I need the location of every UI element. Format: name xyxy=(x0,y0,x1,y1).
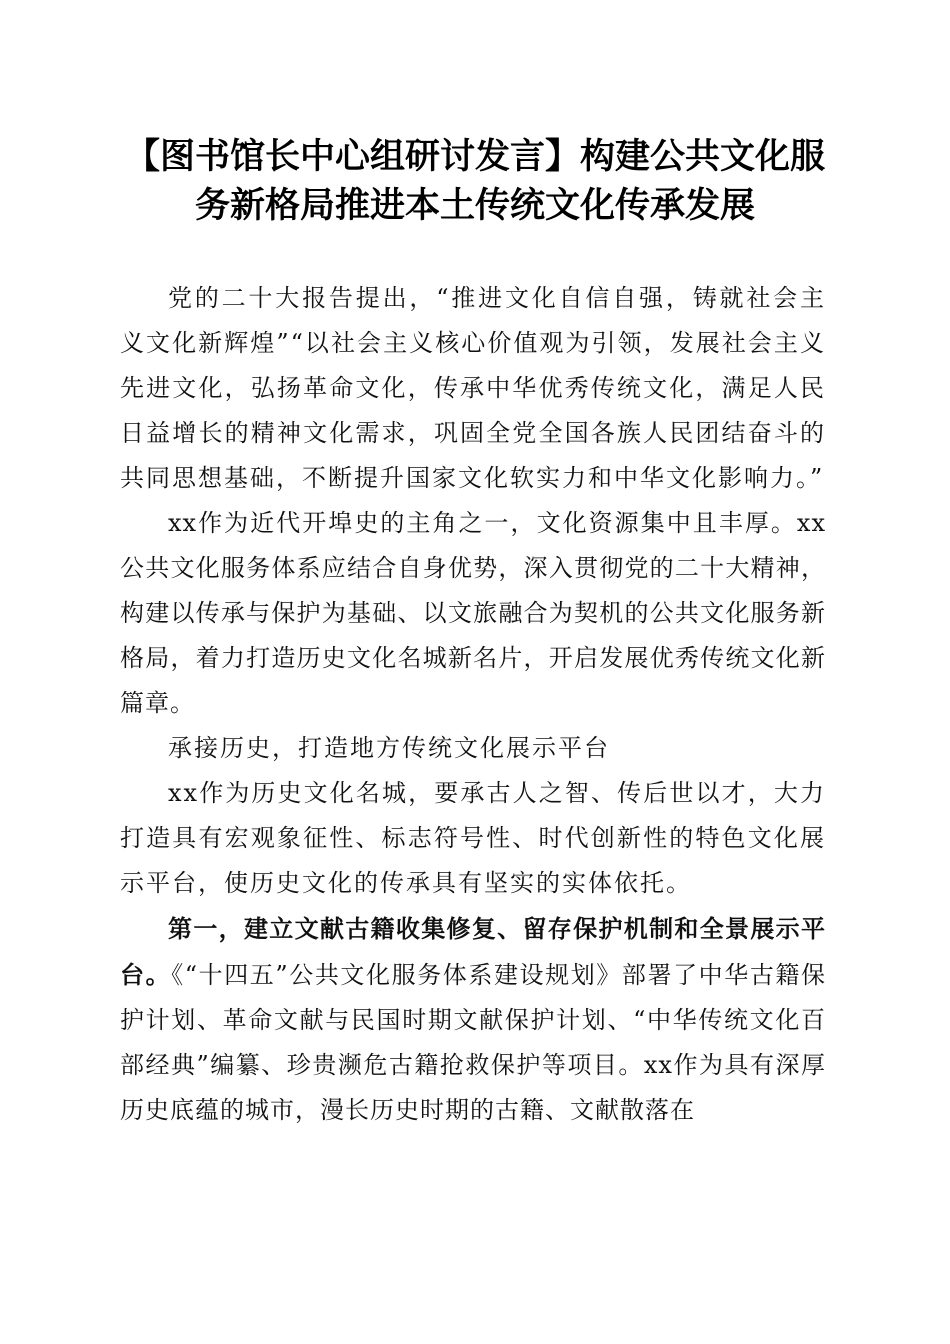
paragraph-section-intro: xx作为历史文化名城，要承古人之智、传后世以才，大力打造具有宏观象征性、标志符号性、时代创新性的特色文化展示平台，使历史文化的传承具有坚实的实体依托。 xyxy=(120,779,826,897)
paragraph-intro: 党的二十大报告提出，“推进文化自信自强，铸就社会主义文化新辉煌”“以社会主义核心价值观为引领，发展社会主义先进文化，弘扬革命文化，传承中华优秀传统文化，满足人民日益增长的精神文化需求，巩固全党全国各族人民团结奋斗的共同思想基础，不断提升国家文化软实力和中华文化影响力。” xyxy=(120,284,826,492)
document-body xyxy=(120,276,826,1133)
first-point-text: 《“十四五”公共文化服务体系建设规划》部署了中华古籍保护计划、革命文献与民国时期文献保护计划、“中华传统文化百部经典”编纂、珍贵濒危古籍抢救保护等项目。xx作为具有深厚历史底蕴的城市，漫长历史时期的古籍、文献散落在 xyxy=(120,961,827,1124)
document-title: 【图书馆长中心组研讨发言】构建公共文化服务新格局推进本土传统文化传承发展 xyxy=(124,136,825,226)
section-heading: 承接历史，打造地方传统文化展示平台 xyxy=(168,734,610,762)
first-point-lead: 第一，建立文献古籍收集修复、留存保护机制和全景展示平台。 xyxy=(120,914,826,989)
paragraph-first-point xyxy=(120,906,826,1133)
paragraph-overview: xx作为近代开埠史的主角之一，文化资源集中且丰厚。xx公共文化服务体系应结合自身优势，深入贯彻党的二十大精神，构建以传承与保护为基础、以文旅融合为契机的公共文化服务新格局，着力打造历史文化名城新名片，开启发展优秀传统文化新篇章。 xyxy=(120,509,826,717)
